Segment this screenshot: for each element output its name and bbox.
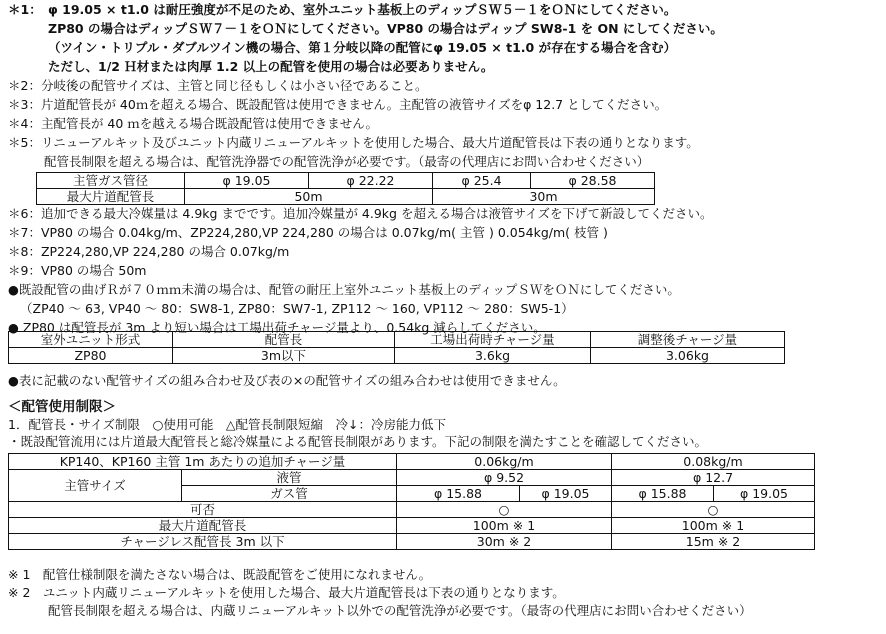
bullet-unlisted-combos: ●表に記載のない配管サイズの組み合わせ及び表の×の配管サイズの組み合わせは使用できません。: [8, 373, 566, 388]
footnote-2-continued: 配管長制限を超える場合は、内蔵リニューアルキット以外での配管洗浄が必要です。（最寄の代理店にお問い合わせください）: [48, 603, 752, 618]
charge-table-h4: 調整後チャージ量: [591, 332, 785, 348]
limit-chargeless-1: 30m ※ 2: [397, 534, 612, 550]
table-row: [9, 332, 785, 348]
note-5-line-1: ＊5：リニューアルキット及びユニット内蔵リニューアルキットを使用した場合、最大片道配管長は下表の通りとなります。: [8, 135, 699, 150]
limit-gas-label: ガス管: [182, 486, 397, 502]
table-row: [9, 470, 815, 486]
table-row: [37, 189, 655, 205]
section-legend: 1．配管長・サイズ制限 ○使用可能 △配管長制限短縮 冷↓：冷房能力低下: [8, 417, 446, 432]
footnote-1: ※ 1 配管仕様制限を満たさない場合は、既設配管をご使用になれません。: [8, 567, 432, 582]
limit-chargeless-label: チャージレス配管長 3m 以下: [9, 534, 397, 550]
charge-table-h3: 工場出荷時チャージ量: [395, 332, 591, 348]
note-1-line-4: ただし、1/2 Ｈ材または肉厚 1.2 以上の配管を使用の場合は必要ありません。: [48, 59, 494, 74]
limit-main-size: 主管サイズ: [9, 470, 182, 502]
limit-gas-4: φ 19.05: [714, 486, 815, 502]
table-row: [9, 534, 815, 550]
limit-maxlen-label: 最大片道配管長: [9, 518, 397, 534]
section-intro: ・既設配管流用には片道最大配管長と総冷媒量による配管長制限があります。下記の制限を満たすことを確認してください。: [8, 434, 708, 449]
pipe-table-d4: φ 28.58: [531, 173, 655, 189]
note-6: ＊6：追加できる最大冷媒量は 4.9kg までです。追加冷媒量が 4.9kg を超える場合は液管サイズを下げて新設してください。: [8, 206, 713, 221]
limit-charge-2: 0.08kg/m: [612, 454, 815, 470]
table-row: [9, 518, 815, 534]
pipe-table-len-label: 最大片道配管長: [37, 189, 185, 205]
pipe-table-d2: φ 22.22: [309, 173, 433, 189]
pipe-length-table: [36, 172, 655, 205]
note-3: ＊3：片道配管長が 40ｍを超える場合、既設配管は使用できません。主配管の液管サイズをφ 12.7 としてください。: [8, 97, 668, 112]
pipe-table-gas-label: 主管ガス管径: [37, 173, 185, 189]
limit-liquid-1: φ 9.52: [397, 470, 612, 486]
pipe-table-len-1: 50m: [185, 189, 433, 205]
limit-avail-1: ○: [397, 502, 612, 518]
limit-avail-label: 可否: [9, 502, 397, 518]
pipe-table-len-2: 30m: [433, 189, 655, 205]
usage-limit-table: [8, 453, 815, 550]
note-1-line-2: ZP80 の場合はディップＳＷ７－１をＯＮにしてください。VP80 の場合はディップ SW8-1 を ON にしてください。: [48, 21, 723, 36]
table-row: [9, 502, 815, 518]
note-8: ＊8：ZP224,280,VP 224,280 の場合 0.07kg/m: [8, 244, 290, 259]
section-heading: ＜配管使用制限＞: [8, 399, 116, 415]
charge-table-v2: 3m以下: [173, 348, 395, 364]
limit-avail-2: ○: [612, 502, 815, 518]
note-9: ＊9：VP80 の場合 50m: [8, 263, 147, 278]
charge-table-v1: ZP80: [9, 348, 173, 364]
limit-gas-2: φ 19.05: [520, 486, 612, 502]
note-4: ＊4：主配管長が 40 ｍを越える場合既設配管は使用できません。: [8, 116, 379, 131]
limit-charge-1: 0.06kg/m: [397, 454, 612, 470]
note-7: ＊7：VP80 の場合 0.04kg/m、ZP224,280,VP 224,280 の場合は 0.07kg/m( 主管 ) 0.054kg/m( 枝管 ): [8, 225, 608, 240]
limit-liquid-label: 液管: [182, 470, 397, 486]
charge-adjust-table: [8, 331, 785, 364]
limit-charge-label: KP140、KP160 主管 1m あたりの追加チャージ量: [9, 454, 397, 470]
table-row: [9, 454, 815, 470]
limit-gas-3: φ 15.88: [612, 486, 714, 502]
charge-table-h2: 配管長: [173, 332, 395, 348]
note-1-mark: ＊1：: [8, 2, 42, 17]
table-row: [9, 348, 785, 364]
bullet-zp80-charge: ● ZP80 は配管長が 3m より短い場合は工場出荷チャージ量より、0.54kg 減らしてください。: [8, 320, 546, 335]
footnote-2: ※ 2 ユニット内蔵リニューアルキットを使用した場合、最大片道配管長は下表の通りとなります。: [8, 585, 565, 600]
note-2: ＊2：分岐後の配管サイズは、主管と同じ径もしくは小さい径であること。: [8, 78, 428, 93]
limit-maxlen-1: 100m ※ 1: [397, 518, 612, 534]
limit-gas-1: φ 15.88: [397, 486, 520, 502]
note-1-line-1: [8, 4, 676, 17]
bullet-bend-radius: ●既設配管の曲げＲが７０ｍｍ未満の場合は、配管の耐圧上室外ユニット基板上のディップＳＷをＯＮにしてください。: [8, 282, 680, 297]
bullet-bend-radius-switches: （ZP40 ～ 63, VP40 ～ 80：SW8-1, ZP80：SW7-1, ZP112 ～ 160, VP112 ～ 280：SW5-1）: [20, 301, 574, 316]
note-1-line-3: （ツイン・トリプル・ダブルツイン機の場合、第１分岐以降の配管にφ 19.05 × t1.0 が存在する場合を含む）: [48, 40, 677, 55]
note-1-text-1: φ 19.05 × t1.0 は耐圧強度が不足のため、室外ユニット基板上のディップＳＷ５－１をＯＮにしてください。: [48, 2, 677, 17]
limit-liquid-2: φ 12.7: [612, 470, 815, 486]
table-row: [37, 173, 655, 189]
charge-table-h1: 室外ユニット形式: [9, 332, 173, 348]
limit-maxlen-2: 100m ※ 1: [612, 518, 815, 534]
charge-table-v4: 3.06kg: [591, 348, 785, 364]
charge-table-v3: 3.6kg: [395, 348, 591, 364]
pipe-table-d3: φ 25.4: [433, 173, 531, 189]
limit-chargeless-2: 15m ※ 2: [612, 534, 815, 550]
note-5-line-2: 配管長制限を超える場合は、配管洗浄器での配管洗浄が必要です。（最寄の代理店にお問い合わせください）: [44, 154, 650, 169]
pipe-table-d1: φ 19.05: [185, 173, 309, 189]
